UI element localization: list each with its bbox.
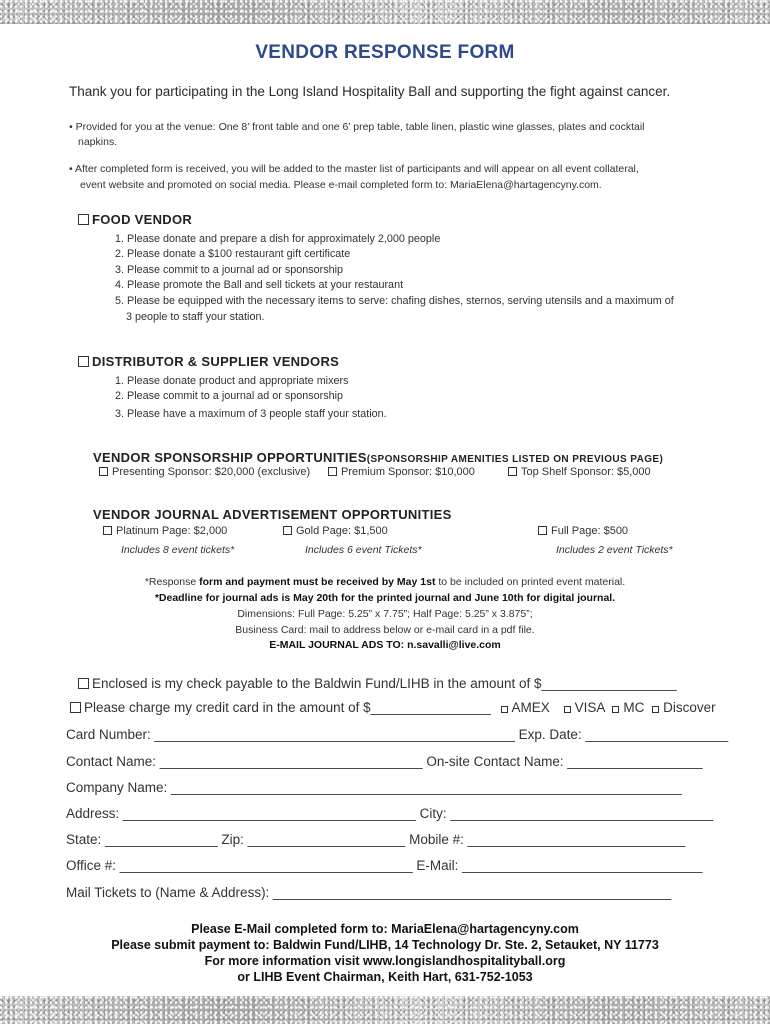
presenting-sponsor-option[interactable] (99, 466, 310, 478)
food-vendor-item-2: 2. Please donate a $100 restaurant gift certificate (115, 248, 351, 260)
gold-page-option[interactable] (283, 525, 388, 537)
footer-chairman: or LIHB Event Chairman, Keith Hart, 631-752-1053 (237, 970, 533, 984)
full-includes: Includes 2 event Tickets* (556, 544, 673, 556)
distributor-item-3: 3. Please have a maximum of 3 people staff your station. (115, 408, 387, 420)
distributor-checkbox[interactable] (78, 356, 89, 367)
full-page-label: Full Page: $500 (551, 525, 629, 537)
discover-option[interactable]: Discover (652, 700, 716, 715)
full-page-checkbox[interactable] (538, 526, 547, 535)
check-option[interactable] (78, 676, 677, 691)
visa-checkbox[interactable] (564, 706, 571, 713)
distributor-option[interactable] (78, 354, 339, 369)
bullet-master-list-cont: event website and promoted on social media. Please e-mail completed form to: MariaElena@hartagencyny.com. (80, 179, 602, 191)
premium-sponsor-checkbox[interactable] (328, 467, 337, 476)
bullet-venue: • Provided for you at the venue: One 8’ front table and one 6’ prep table, table linen, plastic wine glasses, plates and cocktail (69, 121, 645, 133)
footer-payment: Please submit payment to: Baldwin Fund/LIHB, 14 Technology Dr. Ste. 2, Setauket, NY 11773 (111, 938, 659, 952)
check-amount-field[interactable]: Enclosed is my check payable to the Baldwin Fund/LIHB in the amount of $__________________ (92, 676, 677, 691)
amex-checkbox[interactable] (501, 706, 508, 713)
top-shelf-sponsor-label: Top Shelf Sponsor: $5,000 (521, 466, 651, 478)
credit-card-checkbox[interactable] (70, 702, 81, 713)
bullet-master-list: • After completed form is received, you will be added to the master list of participants and will appear on all event collateral, (69, 163, 639, 175)
dimensions-note: Dimensions: Full Page: 5.25” x 7.75”; Half Page: 5.25” x 3.875”; (237, 608, 533, 620)
full-page-option[interactable] (538, 525, 628, 537)
response-deadline-note: *Response form and payment must be received by May 1st to be included on printed event material. (144, 576, 626, 588)
food-vendor-checkbox[interactable] (78, 214, 89, 225)
platinum-page-checkbox[interactable] (103, 526, 112, 535)
gold-page-label: Gold Page: $1,500 (296, 525, 388, 537)
check-checkbox[interactable] (78, 678, 89, 689)
contact-name-field[interactable]: Contact Name: ___________________________________ On-site Contact Name: __________________ (66, 754, 703, 769)
card-number-field[interactable]: Card Number: ________________________________________________ Exp. Date: ___________________ (66, 727, 729, 742)
top-shelf-sponsor-checkbox[interactable] (508, 467, 517, 476)
glitter-border-bottom (0, 996, 770, 1024)
distributor-item-2: 2. Please commit to a journal ad or sponsorship (115, 390, 344, 402)
footer-website: For more information visit www.longislandhospitalityball.org (204, 954, 566, 968)
sponsorship-heading: VENDOR SPONSORSHIP OPPORTUNITIES (93, 450, 367, 465)
address-field[interactable]: Address: _______________________________________ City: ___________________________________ (66, 806, 714, 821)
mc-option[interactable]: MC (612, 700, 644, 715)
footer-email: Please E-Mail completed form to: MariaElena@hartagencyny.com (191, 922, 579, 936)
glitter-border-top (0, 0, 770, 24)
presenting-sponsor-checkbox[interactable] (99, 467, 108, 476)
platinum-includes: Includes 8 event tickets* (121, 544, 235, 556)
premium-sponsor-option[interactable] (328, 466, 475, 478)
distributor-item-1: 1. Please donate product and appropriate mixers (115, 375, 349, 387)
distributor-heading: DISTRIBUTOR & SUPPLIER VENDORS (92, 354, 340, 369)
visa-option[interactable]: VISA (564, 700, 605, 715)
platinum-page-label: Platinum Page: $2,000 (116, 525, 228, 537)
food-vendor-item-3: 3. Please commit to a journal ad or sponsorship (115, 264, 344, 276)
mail-tickets-field[interactable]: Mail Tickets to (Name & Address): _____________________________________________________ (66, 885, 671, 900)
credit-card-amount-field[interactable]: Please charge my credit card in the amount of $________________ (84, 700, 491, 715)
food-vendor-item-1: 1. Please donate and prepare a dish for approximately 2,000 people (115, 233, 441, 245)
bullet-venue-cont: napkins. (78, 136, 118, 148)
intro-text: Thank you for participating in the Long Island Hospitality Ball and supporting the fight against cancer. (69, 84, 671, 99)
food-vendor-heading: FOOD VENDOR (92, 212, 193, 227)
amex-option[interactable]: AMEX (501, 700, 550, 715)
journal-email-note: E-MAIL JOURNAL ADS TO: n.savalli@live.com (269, 639, 501, 651)
discover-checkbox[interactable] (652, 706, 659, 713)
journal-heading: VENDOR JOURNAL ADVERTISEMENT OPPORTUNITIES (93, 507, 452, 522)
sponsorship-note: (SPONSORSHIP AMENITIES LISTED ON PREVIOUS PAGE) (366, 454, 664, 465)
journal-deadline-note: *Deadline for journal ads is May 20th for the printed journal and June 10th for digital journal. (154, 592, 616, 604)
credit-card-option[interactable] (70, 700, 716, 715)
premium-sponsor-label: Premium Sponsor: $10,000 (341, 466, 475, 478)
gold-includes: Includes 6 event Tickets* (305, 544, 422, 556)
food-vendor-option[interactable] (78, 212, 192, 227)
food-vendor-item-5-cont: 3 people to staff your station. (126, 311, 265, 323)
page-title: VENDOR RESPONSE FORM (255, 42, 515, 63)
company-name-field[interactable]: Company Name: ____________________________________________________________________ (66, 780, 682, 795)
presenting-sponsor-label: Presenting Sponsor: $20,000 (exclusive) (112, 466, 311, 478)
office-email-field[interactable]: Office #: _______________________________________ E-Mail: ________________________________ (66, 858, 703, 873)
sponsorship-header (93, 449, 663, 467)
mc-checkbox[interactable] (612, 706, 619, 713)
platinum-page-option[interactable] (103, 525, 227, 537)
gold-page-checkbox[interactable] (283, 526, 292, 535)
business-card-note: Business Card: mail to address below or e-mail card in a pdf file. (235, 624, 535, 636)
top-shelf-sponsor-option[interactable] (508, 466, 651, 478)
state-zip-mobile-field[interactable]: State: _______________ Zip: _____________________ Mobile #: _____________________________ (66, 832, 686, 847)
food-vendor-item-5: 5. Please be equipped with the necessary items to serve: chafing dishes, sternos, serving utensils and a maximum of (115, 295, 674, 307)
food-vendor-item-4: 4. Please promote the Ball and sell tickets at your restaurant (115, 279, 404, 291)
